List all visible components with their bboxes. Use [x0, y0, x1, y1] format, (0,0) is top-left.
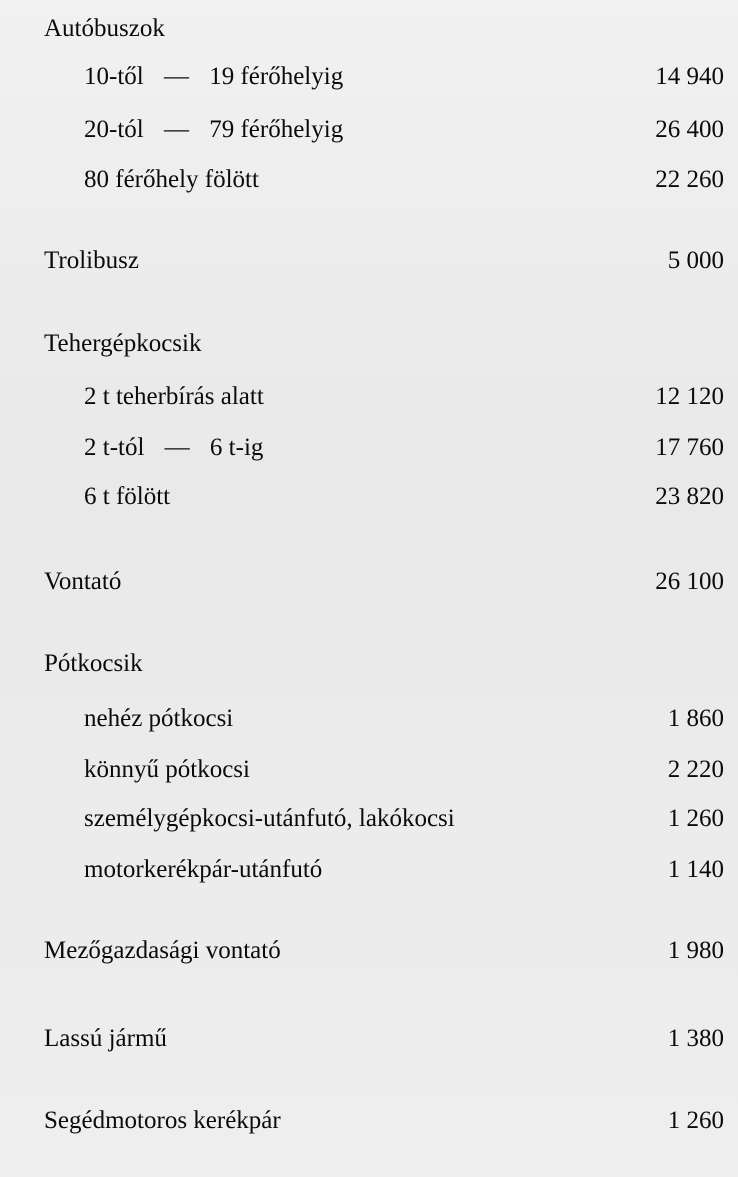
row-value: 1 380	[667, 1025, 724, 1052]
heading-tehergepkocsik	[0, 327, 738, 361]
row-label: könnyű pótkocsi	[84, 756, 250, 783]
heading-autobuszok	[0, 12, 738, 46]
row-label	[84, 431, 263, 465]
row-label	[84, 60, 343, 94]
row-value: 1 260	[667, 1107, 724, 1134]
row-value: 17 760	[655, 434, 724, 461]
table-row	[0, 853, 738, 887]
range-dash: —	[163, 63, 189, 90]
row-value: 1 260	[667, 805, 724, 832]
heading-label: Tehergépkocsik	[44, 330, 202, 357]
table-row-segedmotoros-kerekpar	[0, 1104, 738, 1138]
range-dash: —	[163, 116, 189, 143]
row-value: 26 100	[655, 568, 724, 595]
row-label-from: 10-től	[84, 63, 144, 90]
row-label: motorkerékpár-utánfutó	[84, 856, 323, 883]
table-row	[0, 60, 738, 94]
row-label: Vontató	[44, 568, 122, 595]
row-value: 1 980	[667, 937, 724, 964]
table-row-trolibusz	[0, 244, 738, 278]
table-row	[0, 802, 738, 836]
table-row-lassu-jarmu	[0, 1022, 738, 1056]
row-value: 5 000	[667, 247, 724, 274]
row-label: Trolibusz	[44, 247, 139, 274]
row-label	[84, 113, 343, 147]
row-label: nehéz pótkocsi	[84, 705, 234, 732]
row-value: 12 120	[655, 383, 724, 410]
table-row	[0, 431, 738, 465]
row-label: 2 t teherbírás alatt	[84, 383, 264, 410]
table-row	[0, 113, 738, 147]
row-label-from: 20-tól	[84, 116, 144, 143]
table-row	[0, 480, 738, 514]
row-value: 23 820	[655, 483, 724, 510]
row-value: 1 140	[667, 856, 724, 883]
heading-potkocsik	[0, 647, 738, 681]
row-value: 1 860	[667, 705, 724, 732]
row-label: Segédmotoros kerékpár	[44, 1107, 281, 1134]
row-label: Mezőgazdasági vontató	[44, 937, 281, 964]
row-label-to: 6 t-ig	[209, 434, 264, 461]
table-row-mezogazdasagi-vontato	[0, 934, 738, 968]
row-value: 26 400	[655, 116, 724, 143]
table-row	[0, 702, 738, 736]
row-value: 2 220	[667, 756, 724, 783]
table-row	[0, 380, 738, 414]
row-label: személygépkocsi-utánfutó, lakókocsi	[84, 805, 455, 832]
row-label: Lassú jármű	[44, 1025, 167, 1052]
row-label-to: 79 férőhelyig	[209, 116, 344, 143]
table-row	[0, 753, 738, 787]
row-label-to: 19 férőhelyig	[209, 63, 344, 90]
row-value: 14 940	[655, 63, 724, 90]
heading-label: Pótkocsik	[44, 650, 143, 677]
range-dash: —	[164, 434, 190, 461]
heading-label: Autóbuszok	[44, 15, 165, 42]
row-label-from: 2 t-tól	[84, 434, 145, 461]
table-row-vontato	[0, 565, 738, 599]
row-label: 6 t fölött	[84, 483, 171, 510]
row-value: 22 260	[655, 166, 724, 193]
row-label: 80 férőhely fölött	[84, 166, 259, 193]
table-row	[0, 163, 738, 197]
